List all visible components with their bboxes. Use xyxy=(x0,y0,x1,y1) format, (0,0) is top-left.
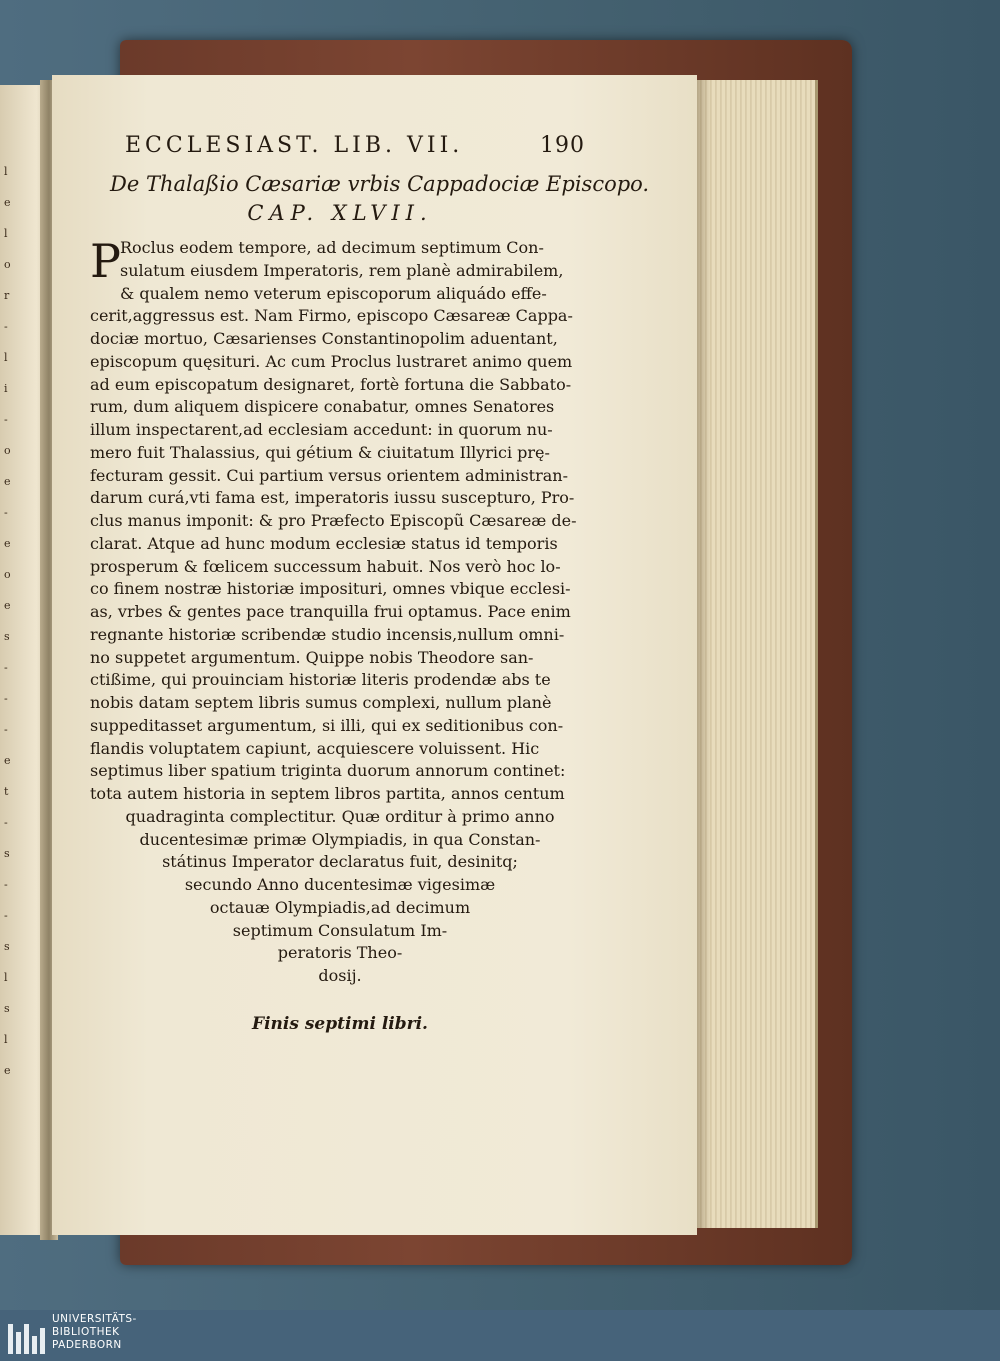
left-page-mark: l xyxy=(4,971,8,984)
left-page-mark: l xyxy=(4,165,8,178)
text-line: quadraginta complectitur. Quæ orditur à primo anno xyxy=(125,806,555,826)
text-line: octauæ Olympiadis,ad decimum xyxy=(209,897,471,917)
text-line: darum curá,vti fama est, imperatoris iussu suscepturo, Pro- xyxy=(90,488,575,508)
text-line: Roclus eodem tempore, ad decimum septimum Con- xyxy=(120,238,544,257)
drop-cap: P xyxy=(90,234,121,288)
text-line: septimus liber spatium triginta duorum annorum continet: xyxy=(90,761,566,781)
library-logo-text xyxy=(52,1313,137,1352)
text-line: rum, dum aliquem dispicere conabatur, omnes Senatores xyxy=(90,397,555,417)
text-line: septimum Consulatum Im- xyxy=(232,920,448,940)
text-line: nobis datam septem libris sumus complexi, nullum planè xyxy=(90,693,552,712)
chapter-number: CAP. XLVII. xyxy=(247,201,433,225)
left-page-mark: - xyxy=(4,909,8,922)
left-page-mark: s xyxy=(4,1002,10,1015)
text-line: co finem nostræ historiæ imposituri, omnes vbique ecclesi- xyxy=(90,579,571,599)
body-text xyxy=(90,234,590,988)
left-page-mark: e xyxy=(4,754,11,767)
text-line: flandis voluptatem capiunt, acquiescere voluissent. Hic xyxy=(90,738,540,758)
left-page-mark: o xyxy=(4,444,11,457)
text-line: fecturam gessit. Cui partium versus orientem administran- xyxy=(90,465,568,485)
text-line: státinus Imperator declaratus fuit, desinitq; xyxy=(162,852,518,872)
left-page-mark: s xyxy=(4,630,10,643)
finis-line: Finis septimi libri. xyxy=(252,1014,428,1034)
text-line: & qualem nemo veterum episcoporum aliquádo effe- xyxy=(120,283,547,303)
left-page-mark: - xyxy=(4,320,8,333)
left-page-mark: - xyxy=(4,816,8,829)
left-page-mark: - xyxy=(4,692,8,705)
page-edges xyxy=(697,80,818,1228)
running-head xyxy=(125,133,585,163)
left-page-mark: l xyxy=(4,227,8,240)
page-edges-shadow xyxy=(697,80,711,1228)
text-line: regnante historiæ scribendæ studio incensis,nullum omni- xyxy=(90,624,565,644)
left-page-mark: l xyxy=(4,1033,8,1046)
text-line: tota autem historia in septem libros partita, annos centum xyxy=(90,784,565,803)
text-line: dosij. xyxy=(318,966,362,985)
page-number: 190 xyxy=(540,133,585,158)
text-line: prosperum & fœlicem successum habuit. Nos verò hoc lo- xyxy=(90,556,561,576)
text-line: sulatum eiusdem Imperatoris, rem planè admirabilem, xyxy=(120,260,564,280)
left-page-mark: - xyxy=(4,878,8,891)
left-page-mark: - xyxy=(4,413,8,426)
text-line: suppeditasset argumentum, si illi, qui ex seditionibus con- xyxy=(90,715,564,735)
library-logo-icon xyxy=(8,1320,48,1354)
text-line: no suppetet argumentum. Quippe nobis Theodore san- xyxy=(90,647,534,667)
text-line: clus manus imponit: & pro Præfecto Episcopũ Cæsareæ de- xyxy=(90,511,577,530)
footer-bar xyxy=(0,1310,1000,1361)
left-page-mark: l xyxy=(4,351,8,364)
logo-line-1: UNIVERSITÄTS- xyxy=(52,1313,137,1325)
logo-line-2: BIBLIOTHEK xyxy=(52,1326,120,1338)
text-line: peratoris Theo- xyxy=(277,943,403,963)
left-page-mark: o xyxy=(4,258,11,271)
left-page-mark: - xyxy=(4,506,8,519)
text-line: cerit,aggressus est. Nam Firmo, episcopo Cæsareæ Cappa- xyxy=(90,306,573,326)
left-page-mark: t xyxy=(4,785,9,798)
left-page-mark: e xyxy=(4,196,11,209)
logo-line-3: PADERBORN xyxy=(52,1339,122,1351)
left-page-mark: i xyxy=(4,382,8,395)
left-page-mark: e xyxy=(4,599,11,612)
left-page-mark: - xyxy=(4,723,8,736)
text-line: as, vrbes & gentes pace tranquilla frui optamus. Pace enim xyxy=(90,602,571,621)
text-line: ctißime, qui prouinciam historiæ literis prodendæ abs te xyxy=(90,670,551,690)
left-page-mark: s xyxy=(4,940,10,953)
text-line: dociæ mortuo, Cæsarienses Constantinopolim aduentant, xyxy=(90,329,558,348)
text-line: secundo Anno ducentesimæ vigesimæ xyxy=(184,875,496,894)
chapter-title: De Thalaßio Cæsariæ vrbis Cappadociæ Episcopo. xyxy=(110,172,650,196)
left-page-mark: s xyxy=(4,847,10,860)
left-page-mark: e xyxy=(4,1064,11,1077)
text-line: ducentesimæ primæ Olympiadis, in qua Constan- xyxy=(139,829,541,849)
left-page-mark: e xyxy=(4,537,11,550)
left-page-mark: - xyxy=(4,661,8,674)
text-line: mero fuit Thalassius, qui gétium & ciuitatum Illyrici prę- xyxy=(90,442,550,462)
left-page-mark: o xyxy=(4,568,11,581)
text-line: episcopum quęsituri. Ac cum Proclus lustraret animo quem xyxy=(90,351,573,371)
text-line: ad eum episcopatum designaret, fortè fortuna die Sabbato- xyxy=(90,374,572,394)
text-line: illum inspectarent,ad ecclesiam accedunt: in quorum nu- xyxy=(90,420,553,439)
left-page-mark: r xyxy=(4,289,10,302)
left-page-mark: e xyxy=(4,475,11,488)
running-head-text: ECCLESIAST. LIB. VII. xyxy=(125,133,464,158)
text-line: clarat. Atque ad hunc modum ecclesiæ status id temporis xyxy=(90,533,558,553)
